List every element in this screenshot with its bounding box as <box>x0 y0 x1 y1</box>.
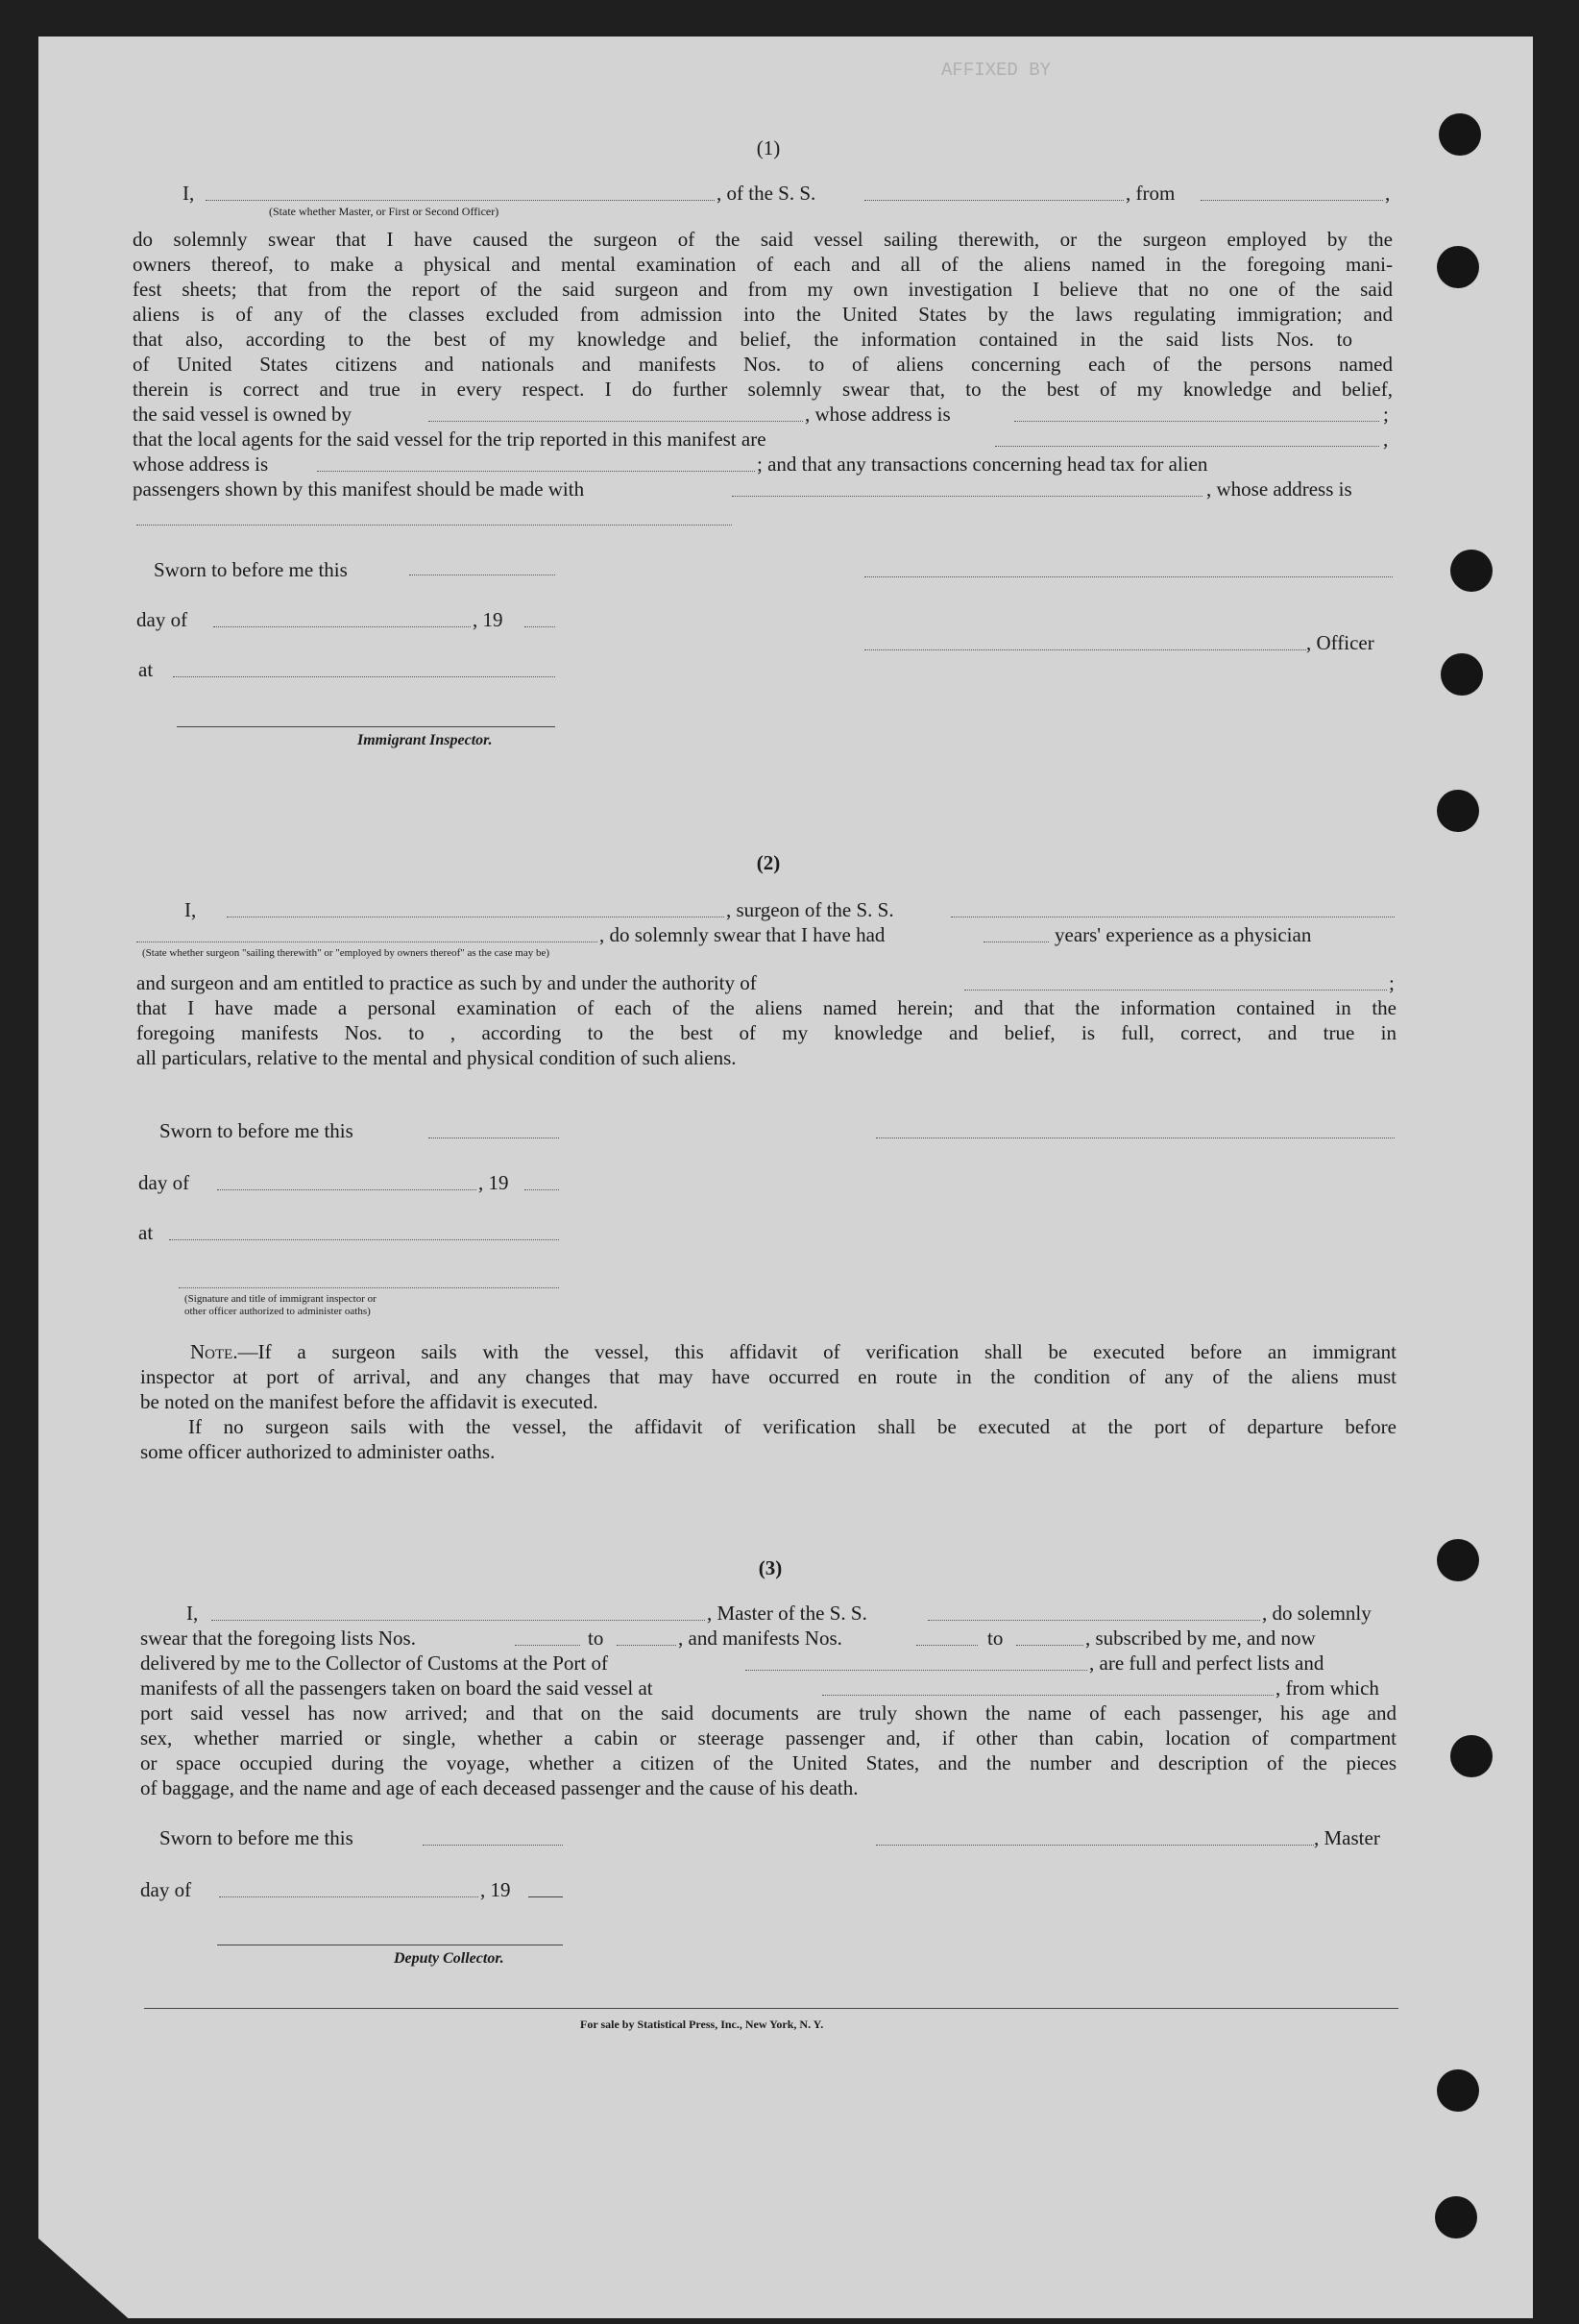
master-name-field[interactable] <box>211 1620 705 1621</box>
section-3-line: port said vessel has now arrived; and that on the said documents are truly shown the name of each passenger, his age and <box>140 1701 1397 1725</box>
note-line: inspector at port of arrival, and any changes that may have occurred en route in the condition of any of the aliens must <box>140 1365 1397 1388</box>
day-of-field[interactable] <box>217 1189 476 1190</box>
label-i: I, <box>184 898 197 921</box>
manifests-to-field[interactable] <box>1016 1645 1083 1646</box>
label-day-of: day of <box>138 1171 190 1194</box>
note-line: some officer authorized to administer oaths. <box>140 1440 496 1463</box>
label-from: , from <box>1126 182 1176 205</box>
year-field[interactable] <box>524 626 555 627</box>
label-to: to <box>987 1627 1004 1650</box>
officer-signature-line-1[interactable] <box>864 576 1393 577</box>
label-solemnly-swear: , do solemnly swear that I have had <box>599 923 886 946</box>
punch-hole <box>1450 1735 1493 1777</box>
contact-address-field[interactable] <box>136 525 732 526</box>
label-i: I, <box>186 1602 199 1625</box>
section-2-line: that I have made a personal examination of each of the aliens named herein; and that the information contained in the <box>136 996 1397 1019</box>
section-1-number: (1) <box>756 136 781 159</box>
head-tax-contact-field[interactable] <box>732 496 1202 497</box>
label-and-manifests: , and manifests Nos. <box>678 1627 842 1650</box>
label-whose-address-2: whose address is <box>133 453 269 476</box>
punch-hole <box>1441 653 1483 696</box>
label-day-of: day of <box>136 608 188 631</box>
label-at: at <box>138 658 154 681</box>
label-master: , Master <box>1314 1826 1380 1849</box>
port-from-field[interactable] <box>1201 200 1383 201</box>
label-delivered: delivered by me to the Collector of Customs at the Port of <box>140 1651 608 1675</box>
label-swear-lists: swear that the foregoing lists Nos. <box>140 1627 416 1650</box>
officer-name-field[interactable] <box>206 200 715 201</box>
bleed-through-header: AFFIXED BY <box>941 60 1052 81</box>
label-officer: , Officer <box>1306 631 1374 654</box>
label-surgeon-of-ss: , surgeon of the S. S. <box>726 898 894 921</box>
master-ship-field[interactable] <box>928 1620 1260 1621</box>
section-1-line: of United States citizens and nationals and manifests Nos. to of aliens concerning each of the persons named <box>133 353 1393 376</box>
inspector-signature-line[interactable] <box>177 726 555 727</box>
label-sworn: Sworn to before me this <box>154 558 348 581</box>
year-field[interactable] <box>524 1189 559 1190</box>
section-3-line: sex, whether married or single, whether a cabin or steerage passenger and, if other than cabin, location of compartment <box>140 1726 1397 1749</box>
label-passengers: passengers shown by this manifest should be made with <box>133 477 585 501</box>
label-nineteen: , 19 <box>480 1878 511 1901</box>
section-2-line: foregoing manifests Nos. to , according to the best of my knowledge and belief, is full, correct, and true in <box>136 1021 1397 1044</box>
label-subscribed: , subscribed by me, and now <box>1085 1627 1316 1650</box>
punch-hole <box>1437 790 1479 832</box>
note-text: —If a surgeon sails with the vessel, this affidavit of verification shall be executed before an immigrant <box>237 1340 1397 1363</box>
label-day-of: day of <box>140 1878 192 1901</box>
section-3-number: (3) <box>758 1556 783 1579</box>
label-sworn: Sworn to before me this <box>159 1826 353 1849</box>
section-1-line: do solemnly swear that I have caused the surgeon of the said vessel sailing therewith, or the surgeon employed by the <box>133 228 1393 251</box>
sig-caption: (Signature and title of immigrant inspector or <box>184 1293 377 1305</box>
inspector-signature-line[interactable] <box>179 1287 559 1288</box>
officer-caption: (State whether Master, or First or Second Officer) <box>269 205 499 218</box>
label-full-perfect: , are full and perfect lists and <box>1089 1651 1324 1675</box>
section-1-line: fest sheets; that from the report of the said surgeon and from my own investigation I believe that no one of the said <box>133 278 1393 301</box>
label-sworn: Sworn to before me this <box>159 1119 353 1142</box>
label-owned-by: the said vessel is owned by <box>133 403 352 426</box>
agents-address-field[interactable] <box>317 471 755 472</box>
punch-hole <box>1437 246 1479 288</box>
punct: , <box>1385 182 1391 205</box>
section-2-number: (2) <box>756 851 781 874</box>
punch-hole <box>1439 113 1481 156</box>
ship-name-field[interactable] <box>864 200 1124 201</box>
label-whose-address: , whose address is <box>805 403 951 426</box>
agents-field[interactable] <box>995 446 1379 447</box>
officer-signature-line-2[interactable] <box>864 649 1306 650</box>
port-field[interactable] <box>745 1670 1087 1671</box>
signer-title: Immigrant Inspector. <box>357 732 493 748</box>
section-2-line: all particulars, relative to the mental and physical condition of such aliens. <box>136 1046 737 1069</box>
section-1-line: that also, according to the best of my knowledge and belief, the information contained in the said lists Nos. to <box>133 328 1352 351</box>
label-do-solemnly: , do solemnly <box>1262 1602 1372 1625</box>
punch-hole <box>1437 2069 1479 2112</box>
punct: , <box>1383 428 1389 451</box>
label-nineteen: , 19 <box>478 1171 509 1194</box>
section-1-line: therein is correct and true in every respect. I do further solemnly swear that, to the best of my knowledge and belief, <box>133 378 1393 401</box>
owner-field[interactable] <box>428 421 803 422</box>
label-at: at <box>138 1221 154 1244</box>
note-label: Note. <box>190 1340 238 1363</box>
section-3-line: or space occupied during the voyage, whether a citizen of the United States, and the number and description of the pieces <box>140 1751 1397 1774</box>
at-place-field[interactable] <box>169 1239 559 1240</box>
lists-to-field[interactable] <box>617 1645 676 1646</box>
note-line <box>190 1339 1397 1364</box>
label-to: to <box>588 1627 604 1650</box>
authority-field[interactable] <box>964 990 1387 991</box>
lists-from-field[interactable] <box>515 1645 580 1646</box>
manifests-from-field[interactable] <box>916 1645 978 1646</box>
label-from-which: , from which <box>1275 1676 1379 1700</box>
master-signature-line[interactable] <box>876 1845 1314 1846</box>
label-i: I, <box>182 182 195 205</box>
section-1-line: owners thereof, to make a physical and mental examination of each and all of the aliens named in the foregoing mani- <box>133 253 1393 276</box>
label-years-experience: years' experience as a physician <box>1055 923 1312 946</box>
label-local-agents: that the local agents for the said vessel for the trip reported in this manifest are <box>133 428 766 451</box>
signer-title: Deputy Collector. <box>394 1950 504 1967</box>
day-of-field[interactable] <box>213 626 471 627</box>
section-3-line: of baggage, and the name and age of each deceased passenger and the cause of his death. <box>140 1776 859 1799</box>
label-master-of-ss: , Master of the S. S. <box>707 1602 867 1625</box>
label-whose-address-3: , whose address is <box>1206 477 1352 501</box>
owner-address-field[interactable] <box>1014 421 1379 422</box>
punct: ; <box>1389 971 1395 994</box>
label-manifests-taken: manifests of all the passengers taken on board the said vessel at <box>140 1676 653 1700</box>
note-line: If no surgeon sails with the vessel, the affidavit of verification shall be executed at the port of departure before <box>188 1415 1397 1438</box>
surgeon-caption: (State whether surgeon "sailing therewith" or "employed by owners thereof" as the case may be) <box>142 947 550 959</box>
label-nineteen: , 19 <box>473 608 503 631</box>
printer-credit: For sale by Statistical Press, Inc., New York, N. Y. <box>580 2018 824 2031</box>
departure-port-field[interactable] <box>822 1695 1274 1696</box>
label-of-ss: , of the S. S. <box>717 182 816 205</box>
label-head-tax: ; and that any transactions concerning head tax for alien <box>757 453 1208 476</box>
section-1-line: aliens is of any of the classes excluded from admission into the United States by the laws regulating immigration; and <box>133 303 1393 326</box>
footer-rule <box>144 2008 1398 2009</box>
at-place-field[interactable] <box>173 676 555 677</box>
year-field[interactable] <box>528 1896 563 1897</box>
punch-hole <box>1450 550 1493 592</box>
punch-hole <box>1437 1539 1479 1581</box>
sworn-day-field[interactable] <box>423 1845 563 1846</box>
punct: ; <box>1383 403 1389 426</box>
day-of-field[interactable] <box>219 1896 478 1897</box>
punch-hole <box>1435 2196 1477 2238</box>
note-line: be noted on the manifest before the affidavit is executed. <box>140 1390 598 1413</box>
label-authority: and surgeon and am entitled to practice as such by and under the authority of <box>136 971 757 994</box>
sig-caption: other officer authorized to administer oaths) <box>184 1306 371 1317</box>
